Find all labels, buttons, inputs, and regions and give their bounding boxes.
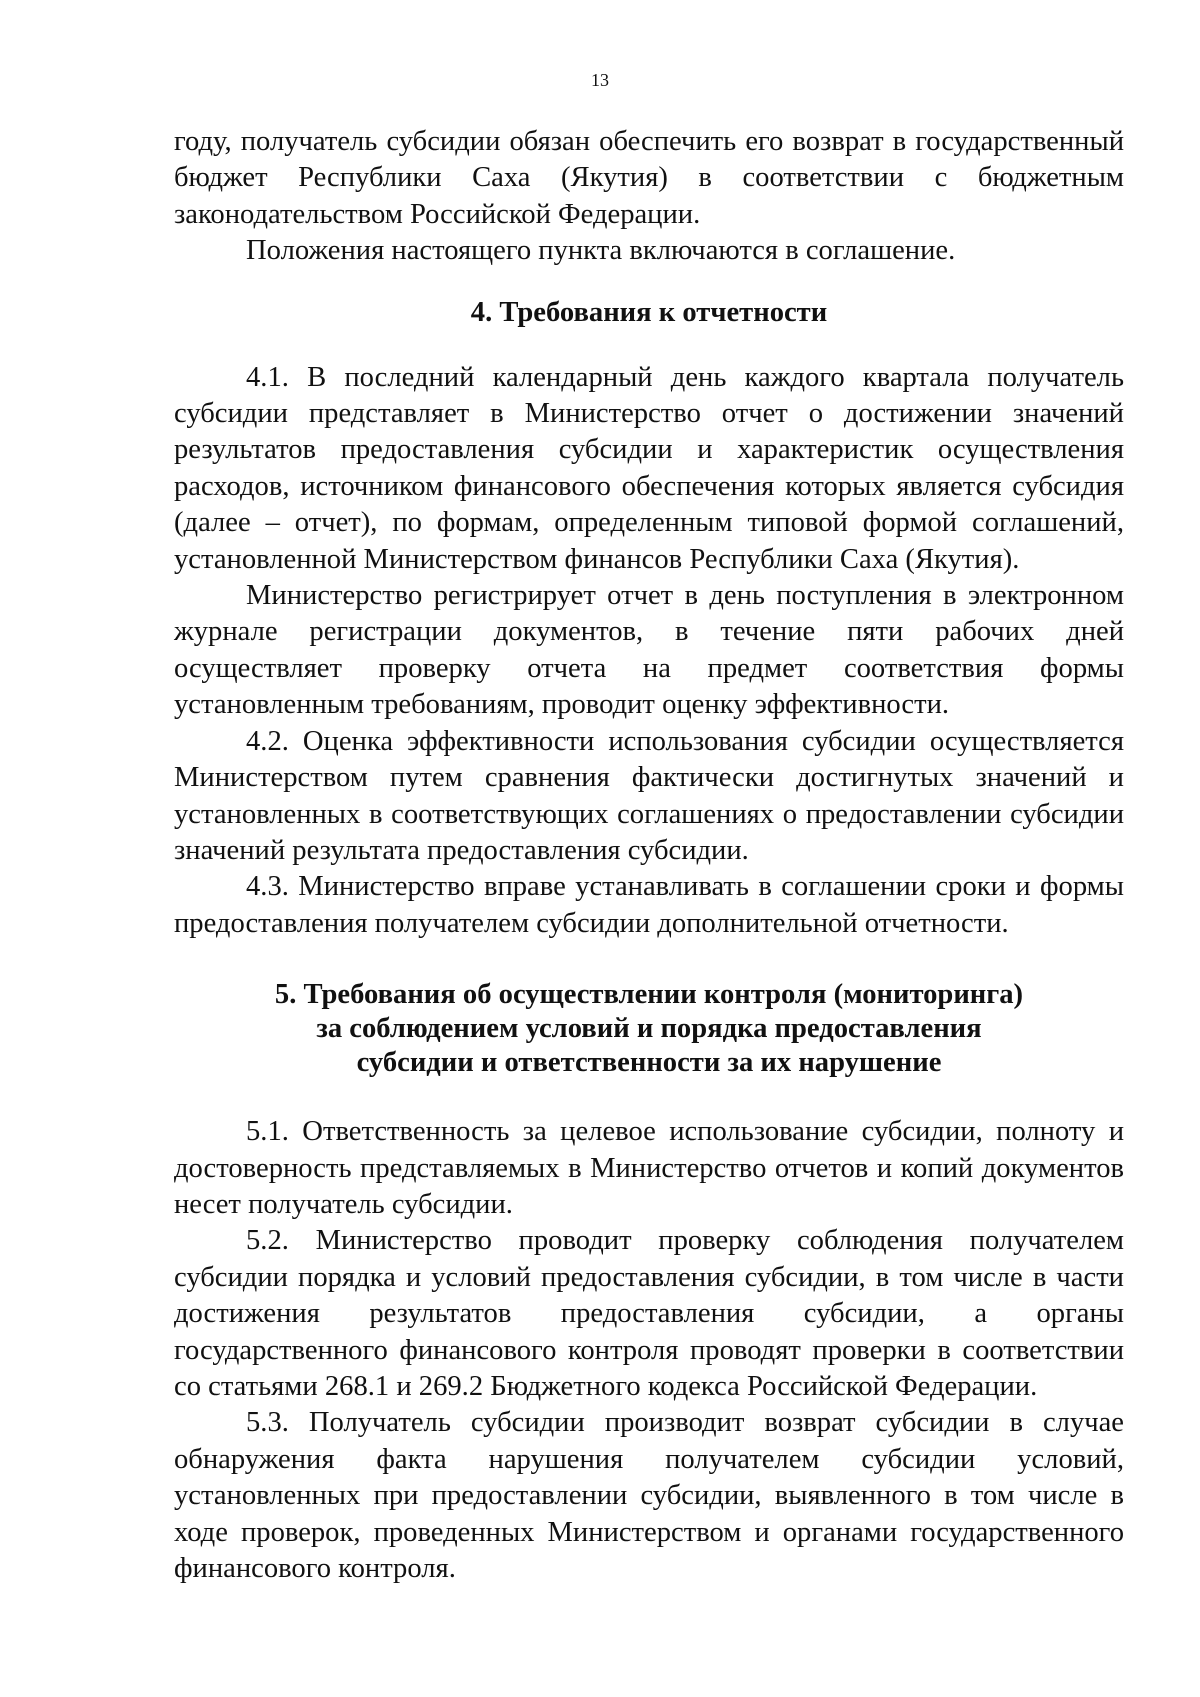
section-5-heading-line-2: за соблюдением условий и порядка предоставления <box>316 1013 982 1045</box>
page-number: 13 <box>591 70 609 90</box>
paragraph-4-2: 4.2. Оценка эффективности использования субсидии осуществляется Министерством путем сравнения фактически достигнутых значений и установленных в соответствующих соглашениях о предоставлении субсидии значений результата предоставления субсидии. <box>174 725 1124 866</box>
paragraph-5-2: 5.2. Министерство проводит проверку соблюдения получателем субсидии порядка и условий предоставления субсидии, в том числе в части достижения результатов предоставления субсидии, а органы государственного финансового контроля проводят проверки в соответствии со статьями 268.1 и 269.2 Бюджетного кодекса Российской Федерации. <box>174 1225 1124 1402</box>
paragraph-continuation: году, получатель субсидии обязан обеспечить его возврат в государственный бюджет Республики Саха (Якутия) в соответствии с бюджетным законодательством Российской Федерации. <box>174 126 1124 230</box>
paragraph-4-3: 4.3. Министерство вправе устанавливать в соглашении сроки и формы предоставления получателем субсидии дополнительной отчетности. <box>174 871 1124 939</box>
paragraph-4-1: 4.1. В последний календарный день каждого квартала получатель субсидии представляет в Министерство отчет о достижении значений результатов предоставления субсидии и характеристик осуществления расходов, источником финансового обеспечения которых является субсидия (далее – отчет), по формам, определенным типовой формой соглашений, установленной Министерством финансов Республики Саха (Якутия). <box>174 361 1124 575</box>
document-body <box>174 124 1124 1587</box>
section-5-heading-line-3: субсидии и ответственности за их нарушение <box>356 1047 942 1079</box>
paragraph-4-1-registration: Министерство регистрирует отчет в день поступления в электронном журнале регистрации документов, в течение пяти рабочих дней осуществляет проверку отчета на предмет соответствия формы установленным требованиям, проводит оценку эффективности. <box>174 580 1124 721</box>
section-4-heading: 4. Требования к отчетности <box>470 296 828 328</box>
section-5-heading <box>174 978 1124 1080</box>
paragraph-5-1: 5.1. Ответственность за целевое использование субсидии, полноту и достоверность представляемых в Министерство отчетов и копий документов несет получатель субсидии. <box>174 1116 1124 1220</box>
paragraph-agreement-note: Положения настоящего пункта включаются в соглашение. <box>246 235 956 267</box>
paragraph-5-3: 5.3. Получатель субсидии производит возврат субсидии в случае обнаружения факта нарушения получателем субсидии условий, установленных при предоставлении субсидии, выявленного в том числе в ходе проверок, проведенных Министерством и органами государственного финансового контроля. <box>174 1407 1124 1584</box>
section-5-heading-line-1: 5. Требования об осуществлении контроля (мониторинга) <box>274 979 1024 1011</box>
